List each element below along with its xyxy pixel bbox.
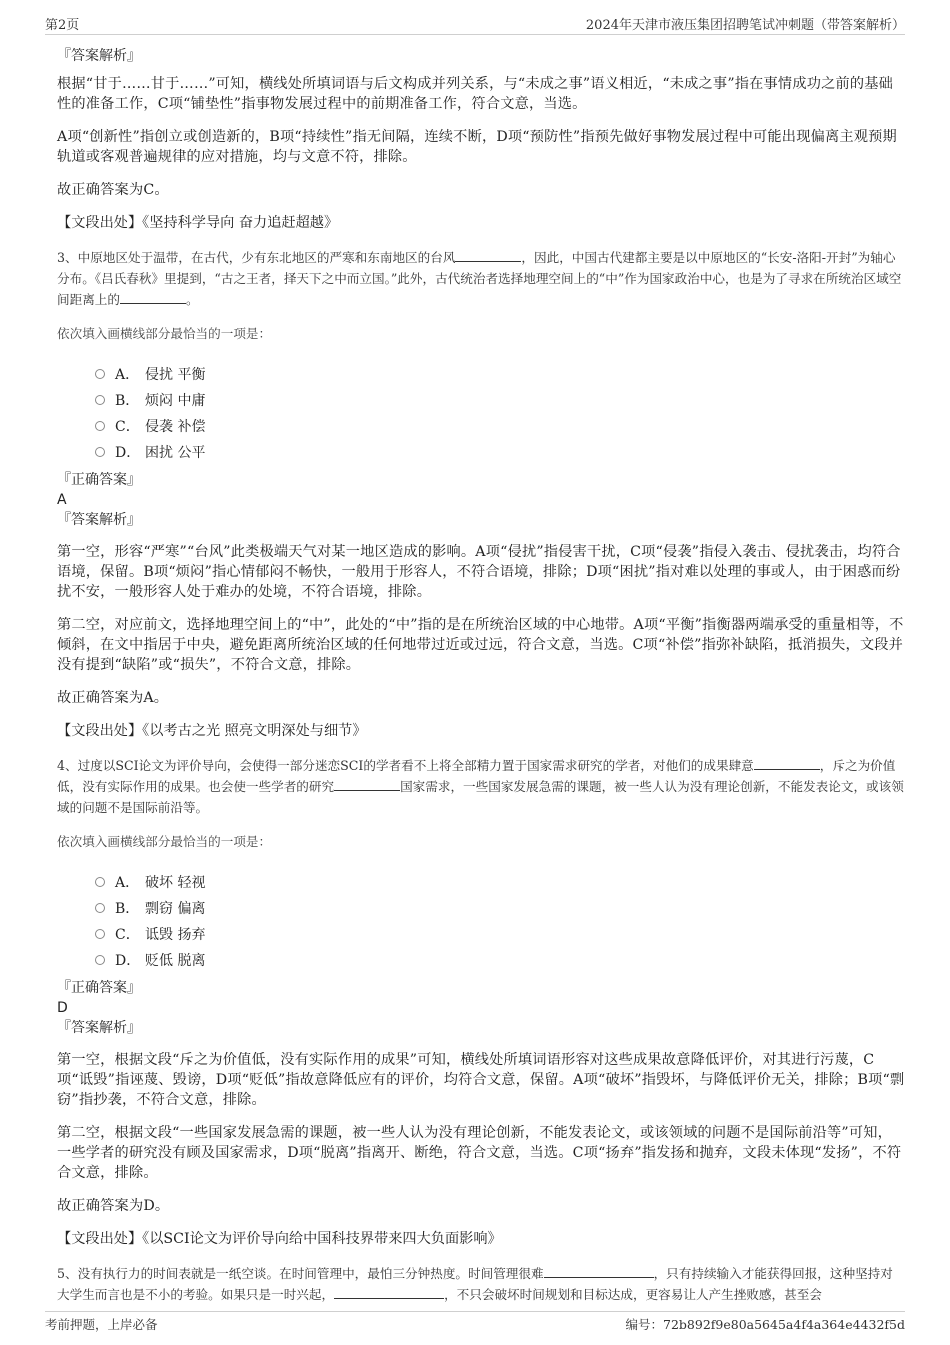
q3-text-b: ，因此，中国古代建都主要是以中原地区的“长安-洛阳-开封”为轴心分布。《吕氏春秋》里提到，“古之王者，择天下之中而立国。”此外，古代统治者选择地理空间上的“中”作为国家政治中心，也是为了寻求在所统治区域空间距离上的 (57, 250, 902, 307)
radio-icon[interactable] (95, 447, 105, 457)
radio-icon[interactable] (95, 877, 105, 887)
q5-blank-1 (544, 1264, 654, 1278)
document-code: 编号：72b892f9e80a5645a4f4a364e4432f5d (625, 1317, 905, 1332)
q3-options (95, 362, 905, 466)
q4-conclusion: 故正确答案为D。 (57, 1198, 170, 1214)
q3-option-b[interactable]: B． 烦闷 中庸 (95, 388, 905, 414)
q3-question (57, 247, 905, 310)
q3-blank-2 (120, 290, 186, 304)
q4-options (95, 870, 905, 974)
q4-option-d[interactable]: D． 贬低 脱离 (95, 948, 905, 974)
footer-motto: 考前押题，上岸必备 (45, 1317, 158, 1332)
q3-source: 【文段出处】《以考古之光 照亮文明深处与细节》 (57, 723, 367, 739)
q4-analysis-p2: 第二空，根据文段“一些国家发展急需的课题，被一些人认为没有理论创新，不能发表论文，或该领域的问题不是国际前沿等”可知，一些学者的研究没有顾及国家需求，D项“脱离”指离开、断绝，符合文意，当选。C项“扬弃”指发扬和抛弃，文段未体现“发扬”，不符合文意，排除。 (57, 1125, 902, 1181)
radio-icon[interactable] (95, 903, 105, 913)
q4-question (57, 755, 905, 818)
q4-analysis-p1: 第一空，根据文段“斥之为价值低，没有实际作用的成果”可知，横线处所填词语形容对这些成果故意降低评价，对其进行污蔑，C项“诋毁”指诬蔑、毁谤，D项“贬低”指故意降低应有的评价，均符合文意，保留。A项“破坏”指毁坏，与降低评价无关，排除；B项“剽窃”指抄袭，不符合文意，排除。 (57, 1052, 905, 1108)
radio-icon[interactable] (95, 955, 105, 965)
q3-blank-1 (455, 248, 521, 262)
q4-option-b[interactable]: B． 剽窃 偏离 (95, 896, 905, 922)
q4-answer: D (57, 1000, 68, 1016)
q5-text-a: 5、没有执行力的时间表就是一纸空谈。在时间管理中，最怕三分钟热度。时间管理很难 (57, 1266, 544, 1281)
page-header (45, 12, 905, 35)
q4-answer-label: 『正确答案』 (57, 980, 141, 996)
radio-icon[interactable] (95, 369, 105, 379)
page-footer (45, 1311, 905, 1336)
q4-text-b: ，斥之为价值低，没有实际作用的成果。也会使一些学者的研究 (57, 758, 896, 794)
q4-text-a: 4、过度以SCI论文为评价导向，会使得一部分迷恋SCI的学者看不上将全部精力置于国家需求研究的学者，对他们的成果肆意 (57, 758, 754, 773)
q2-analysis-p1: 根据“甘于……甘于……”可知，横线处所填词语与后文构成并列关系，与“未成之事”语义相近，“未成之事”指在事情成功之前的基础性的准备工作，C项“铺垫性”指事物发展过程中的前期准备工作，符合文意，当选。 (57, 76, 894, 112)
q3-conclusion: 故正确答案为A。 (57, 690, 169, 706)
q4-analysis-label: 『答案解析』 (57, 1020, 141, 1036)
radio-icon[interactable] (95, 395, 105, 405)
page-number: 第2页 (45, 18, 80, 33)
radio-icon[interactable] (95, 929, 105, 939)
q3-analysis-p1: 第一空，形容“严寒”“台风”此类极端天气对某一地区造成的影响。A项“侵扰”指侵害干扰，C项“侵袭”指侵入袭击、侵扰袭击，均符合语境，保留。B项“烦闷”指心情郁闷不畅快，一般用于形容人，不符合语境，排除；D项“困扰”指对难以处理的事或人，由于困惑而纷扰不安，一般形容人处于难办的处境，不符合语境，排除。 (57, 544, 901, 600)
q2-analysis-label: 『答案解析』 (57, 48, 141, 64)
q4-blank-1 (754, 756, 820, 770)
q4-prompt: 依次填入画横线部分最恰当的一项是： (57, 834, 272, 849)
q4-option-c[interactable]: C． 诋毁 扬弃 (95, 922, 905, 948)
q3-text-a: 3、中原地区处于温带，在古代，少有东北地区的严寒和东南地区的台风 (57, 250, 456, 265)
q5-question (57, 1263, 905, 1305)
q5-blank-2 (334, 1285, 444, 1299)
q3-option-a[interactable]: A． 侵扰 平衡 (95, 362, 905, 388)
q3-prompt: 依次填入画横线部分最恰当的一项是： (57, 326, 272, 341)
q2-analysis-p2: A项“创新性”指创立或创造新的，B项“持续性”指无间隔，连续不断，D项“预防性”指预先做好事物发展过程中可能出现偏离主观预期轨道或客观普遍规律的应对措施，均与文意不符，排除。 (57, 129, 897, 165)
radio-icon[interactable] (95, 421, 105, 431)
document-body (57, 46, 905, 1319)
q2-source: 【文段出处】《坚持科学导向 奋力追赶超越》 (57, 215, 339, 231)
q3-option-d[interactable]: D． 困扰 公平 (95, 440, 905, 466)
q3-analysis-label: 『答案解析』 (57, 512, 141, 528)
q5-text-c: ，不只会破坏时间规划和目标达成，更容易让人产生挫败感，甚至会 (444, 1287, 822, 1302)
q3-answer-label: 『正确答案』 (57, 472, 141, 488)
q3-analysis-p2: 第二空，对应前文，选择地理空间上的“中”，此处的“中”指的是在所统治区域的中心地带。A项“平衡”指衡器两端承受的重量相等，不倾斜，在文中指居于中央，避免距离所统治区域的任何地带过近或过远，符合文意，当选。C项“补偿”指弥补缺陷，抵消损失，文段并没有提到“缺陷”或“损失”，不符合文意，排除。 (57, 617, 904, 673)
q4-source: 【文段出处】《以SCI论文为评价导向给中国科技界带来四大负面影响》 (57, 1231, 502, 1247)
q4-text-c: 国家需求，一些国家发展急需的课题，被一些人认为没有理论创新，不能发表论文，或该领域的问题不是国际前沿等。 (57, 779, 904, 815)
q5-text-b: ，只有持续输入才能获得回报，这种坚持对大学生而言也是不小的考验。如果只是一时兴起， (57, 1266, 893, 1302)
q4-option-a[interactable]: A． 破坏 轻视 (95, 870, 905, 896)
q3-text-c: 。 (185, 292, 199, 307)
document-title: 2024年天津市液压集团招聘笔试冲刺题（带答案解析） (585, 18, 905, 33)
q4-blank-2 (334, 777, 400, 791)
q3-answer: A (57, 492, 67, 508)
q3-option-c[interactable]: C． 侵袭 补偿 (95, 414, 905, 440)
q2-conclusion: 故正确答案为C。 (57, 182, 169, 198)
